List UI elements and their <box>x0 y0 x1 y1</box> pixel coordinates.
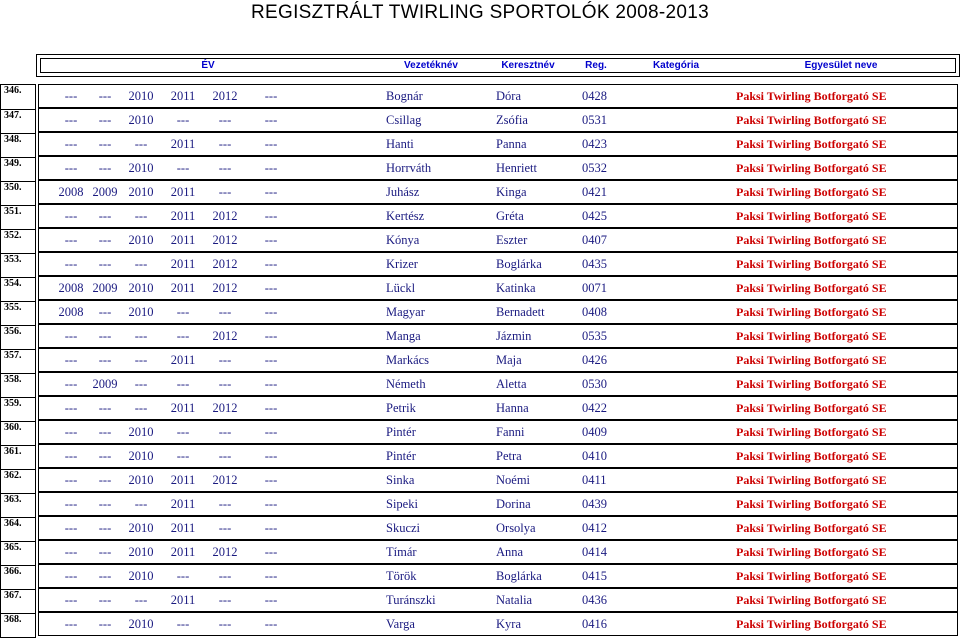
club-name-cell: Paksi Twirling Botforgató SE <box>736 617 887 631</box>
year-cell: --- <box>176 377 190 391</box>
year-cell: --- <box>98 209 112 223</box>
year-cell: --- <box>134 377 148 391</box>
table-row <box>40 566 956 586</box>
first-name-cell: Hanna <box>496 401 529 415</box>
year-cell: --- <box>64 569 78 583</box>
year-cell: --- <box>64 233 78 247</box>
year-cell: 2012 <box>212 473 238 487</box>
year-cell: --- <box>64 473 78 487</box>
table-row <box>40 398 956 418</box>
row-number-column <box>0 84 36 638</box>
last-name-cell: Manga <box>386 329 421 343</box>
reg-number-cell: 0436 <box>582 593 607 607</box>
last-name-cell: Markács <box>386 353 430 367</box>
year-cell: --- <box>264 425 278 439</box>
year-cell: 2010 <box>128 473 154 487</box>
table-row <box>40 446 956 466</box>
year-cell: 2012 <box>212 545 238 559</box>
last-name-cell: Krizer <box>386 257 418 271</box>
last-name-cell: Török <box>386 569 417 583</box>
table-row <box>40 206 956 226</box>
first-name-cell: Boglárka <box>496 569 542 583</box>
year-cell: 2010 <box>128 449 154 463</box>
club-name-cell: Paksi Twirling Botforgató SE <box>736 257 887 271</box>
year-cell: --- <box>64 545 78 559</box>
last-name-cell: Kertész <box>386 209 425 223</box>
row-number: 349. <box>1 157 35 181</box>
year-cell: 2010 <box>128 521 154 535</box>
year-cell: --- <box>218 137 232 151</box>
year-cell: 2010 <box>128 89 154 103</box>
table-row <box>40 110 956 130</box>
year-cell: --- <box>218 593 232 607</box>
year-cell: --- <box>176 569 190 583</box>
club-name-cell: Paksi Twirling Botforgató SE <box>736 497 887 511</box>
year-cell: --- <box>98 545 112 559</box>
year-cell: --- <box>64 329 78 343</box>
reg-number-cell: 0426 <box>582 353 607 367</box>
club-name-cell: Paksi Twirling Botforgató SE <box>736 137 887 151</box>
year-cell: 2010 <box>128 161 154 175</box>
year-cell: --- <box>176 113 190 127</box>
year-cell: --- <box>264 593 278 607</box>
year-cell: --- <box>134 329 148 343</box>
row-number: 360. <box>1 421 35 445</box>
year-cell: 2012 <box>212 89 238 103</box>
year-cell: --- <box>134 353 148 367</box>
club-name-cell: Paksi Twirling Botforgató SE <box>736 233 887 247</box>
row-number: 350. <box>1 181 35 205</box>
reg-number-cell: 0414 <box>582 545 607 559</box>
first-name-cell: Boglárka <box>496 257 542 271</box>
year-cell: --- <box>64 353 78 367</box>
year-cell: --- <box>64 401 78 415</box>
year-cell: --- <box>134 137 148 151</box>
first-name-cell: Maja <box>496 353 522 367</box>
club-name-cell: Paksi Twirling Botforgató SE <box>736 521 887 535</box>
first-name-cell: Kinga <box>496 185 527 199</box>
club-name-cell: Paksi Twirling Botforgató SE <box>736 377 887 391</box>
club-name-cell: Paksi Twirling Botforgató SE <box>736 593 887 607</box>
row-number: 348. <box>1 133 35 157</box>
year-cell: 2012 <box>212 209 238 223</box>
year-cell: --- <box>64 497 78 511</box>
year-cell: --- <box>264 473 278 487</box>
year-cell: --- <box>218 185 232 199</box>
club-name-cell: Paksi Twirling Botforgató SE <box>736 209 887 223</box>
club-name-cell: Paksi Twirling Botforgató SE <box>736 353 887 367</box>
row-number: 351. <box>1 205 35 229</box>
year-cell: --- <box>176 425 190 439</box>
header-kategoria: Kategória <box>652 60 700 71</box>
year-cell: 2012 <box>212 257 238 271</box>
reg-number-cell: 0530 <box>582 377 607 391</box>
row-number: 357. <box>1 349 35 373</box>
year-cell: 2011 <box>170 545 196 559</box>
year-cell: --- <box>176 617 190 631</box>
row-number: 356. <box>1 325 35 349</box>
first-name-cell: Gréta <box>496 209 524 223</box>
year-cell: 2011 <box>170 209 196 223</box>
year-cell: --- <box>264 569 278 583</box>
last-name-cell: Turánszki <box>386 593 436 607</box>
year-cell: --- <box>264 281 278 295</box>
row-number: 355. <box>1 301 35 325</box>
reg-number-cell: 0425 <box>582 209 607 223</box>
year-cell: 2011 <box>170 257 196 271</box>
reg-number-cell: 0532 <box>582 161 607 175</box>
year-cell: --- <box>218 377 232 391</box>
last-name-cell: Petrik <box>386 401 416 415</box>
page-title: REGISZTRÁLT TWIRLING SPORTOLÓK 2008-2013 <box>251 2 709 23</box>
year-cell: --- <box>264 497 278 511</box>
year-cell: --- <box>134 593 148 607</box>
year-cell: --- <box>134 401 148 415</box>
year-cell: --- <box>134 209 148 223</box>
year-cell: --- <box>98 257 112 271</box>
row-number: 354. <box>1 277 35 301</box>
last-name-cell: Pintér <box>386 449 416 463</box>
year-cell: --- <box>264 353 278 367</box>
year-cell: 2008 <box>58 281 84 295</box>
year-cell: 2011 <box>170 521 196 535</box>
year-cell: --- <box>64 593 78 607</box>
last-name-cell: Skuczi <box>386 521 421 535</box>
first-name-cell: Orsolya <box>496 521 536 535</box>
header-egyesulet: Egyesület neve <box>804 60 878 71</box>
year-cell: --- <box>218 425 232 439</box>
year-cell: 2011 <box>170 497 196 511</box>
reg-number-cell: 0435 <box>582 257 607 271</box>
year-cell: --- <box>98 305 112 319</box>
year-cell: 2010 <box>128 281 154 295</box>
table-row <box>40 230 956 250</box>
row-number: 361. <box>1 445 35 469</box>
year-cell: 2011 <box>170 185 196 199</box>
reg-number-cell: 0421 <box>582 185 607 199</box>
table-row <box>40 494 956 514</box>
club-name-cell: Paksi Twirling Botforgató SE <box>736 569 887 583</box>
year-cell: --- <box>218 161 232 175</box>
year-cell: --- <box>98 569 112 583</box>
row-number: 358. <box>1 373 35 397</box>
reg-number-cell: 0428 <box>582 89 607 103</box>
table-row <box>40 374 956 394</box>
year-cell: --- <box>264 89 278 103</box>
year-cell: --- <box>64 161 78 175</box>
year-cell: 2008 <box>58 305 84 319</box>
year-cell: --- <box>64 113 78 127</box>
reg-number-cell: 0411 <box>582 473 607 487</box>
last-name-cell: Juhász <box>386 185 420 199</box>
year-cell: 2011 <box>170 137 196 151</box>
row-number: 364. <box>1 517 35 541</box>
table-row <box>40 542 956 562</box>
year-cell: --- <box>264 113 278 127</box>
first-name-cell: Fanni <box>496 425 525 439</box>
year-cell: --- <box>264 233 278 247</box>
year-cell: --- <box>64 617 78 631</box>
table-row <box>40 182 956 202</box>
row-number: 347. <box>1 109 35 133</box>
club-name-cell: Paksi Twirling Botforgató SE <box>736 161 887 175</box>
club-name-cell: Paksi Twirling Botforgató SE <box>736 329 887 343</box>
year-cell: --- <box>98 497 112 511</box>
year-cell: --- <box>64 137 78 151</box>
reg-number-cell: 0409 <box>582 425 607 439</box>
table-row <box>40 350 956 370</box>
year-cell: --- <box>218 305 232 319</box>
year-cell: --- <box>176 161 190 175</box>
year-cell: 2011 <box>170 593 196 607</box>
last-name-cell: Varga <box>386 617 415 631</box>
year-cell: 2011 <box>170 353 196 367</box>
year-cell: --- <box>264 401 278 415</box>
year-cell: 2012 <box>212 329 238 343</box>
year-cell: --- <box>98 401 112 415</box>
year-cell: --- <box>264 329 278 343</box>
table-row <box>40 134 956 154</box>
year-cell: --- <box>98 473 112 487</box>
year-cell: --- <box>176 305 190 319</box>
year-cell: --- <box>264 257 278 271</box>
year-cell: --- <box>218 113 232 127</box>
last-name-cell: Tímár <box>386 545 417 559</box>
reg-number-cell: 0407 <box>582 233 607 247</box>
reg-number-cell: 0531 <box>582 113 607 127</box>
year-cell: --- <box>64 425 78 439</box>
table-row <box>40 158 956 178</box>
year-cell: --- <box>218 521 232 535</box>
last-name-cell: Németh <box>386 377 426 391</box>
year-cell: --- <box>264 521 278 535</box>
first-name-cell: Dorina <box>496 497 531 511</box>
reg-number-cell: 0412 <box>582 521 607 535</box>
last-name-cell: Csillag <box>386 113 422 127</box>
year-cell: 2011 <box>170 281 196 295</box>
last-name-cell: Horrváth <box>386 161 432 175</box>
year-cell: --- <box>264 137 278 151</box>
table-row <box>40 470 956 490</box>
year-cell: 2010 <box>128 185 154 199</box>
year-cell: --- <box>134 257 148 271</box>
row-number: 365. <box>1 541 35 565</box>
table-row <box>40 302 956 322</box>
year-cell: --- <box>98 161 112 175</box>
last-name-cell: Sinka <box>386 473 415 487</box>
year-cell: --- <box>98 353 112 367</box>
year-cell: 2012 <box>212 281 238 295</box>
year-cell: 2011 <box>170 401 196 415</box>
row-number: 346. <box>4 85 22 96</box>
year-cell: --- <box>98 233 112 247</box>
year-cell: 2012 <box>212 233 238 247</box>
year-cell: --- <box>218 569 232 583</box>
year-cell: --- <box>218 497 232 511</box>
last-name-cell: Pintér <box>386 425 416 439</box>
year-cell: 2012 <box>212 401 238 415</box>
year-cell: --- <box>98 617 112 631</box>
reg-number-cell: 0422 <box>582 401 607 415</box>
last-name-cell: Magyar <box>386 305 425 319</box>
year-cell: --- <box>176 329 190 343</box>
table-row <box>40 278 956 298</box>
year-cell: --- <box>98 329 112 343</box>
year-cell: 2010 <box>128 545 154 559</box>
reg-number-cell: 0408 <box>582 305 607 319</box>
last-name-cell: Sipeki <box>386 497 418 511</box>
year-cell: --- <box>218 353 232 367</box>
year-cell: --- <box>98 113 112 127</box>
row-number: 353. <box>1 253 35 277</box>
year-cell: 2009 <box>92 185 118 199</box>
first-name-cell: Anna <box>496 545 524 559</box>
reg-number-cell: 0415 <box>582 569 607 583</box>
table-row <box>40 326 956 346</box>
year-cell: --- <box>264 449 278 463</box>
year-cell: --- <box>134 497 148 511</box>
row-number: 359. <box>1 397 35 421</box>
last-name-cell: Bognár <box>386 89 423 103</box>
row-number: 367. <box>1 589 35 613</box>
reg-number-cell: 0423 <box>582 137 607 151</box>
year-cell: --- <box>264 617 278 631</box>
year-cell: --- <box>264 545 278 559</box>
club-name-cell: Paksi Twirling Botforgató SE <box>736 89 887 103</box>
header-ev: ÉV <box>201 60 215 71</box>
year-cell: --- <box>98 137 112 151</box>
reg-number-cell: 0416 <box>582 617 607 631</box>
reg-number-cell: 0535 <box>582 329 607 343</box>
first-name-cell: Kyra <box>496 617 521 631</box>
year-cell: --- <box>264 305 278 319</box>
club-name-cell: Paksi Twirling Botforgató SE <box>736 305 887 319</box>
row-number: 368. <box>1 613 35 637</box>
year-cell: 2011 <box>170 473 196 487</box>
club-name-cell: Paksi Twirling Botforgató SE <box>736 113 887 127</box>
year-cell: 2010 <box>128 233 154 247</box>
reg-number-cell: 0410 <box>582 449 607 463</box>
table-row <box>40 518 956 538</box>
header-keresztnev: Keresztnév <box>501 60 555 71</box>
year-cell: --- <box>218 449 232 463</box>
year-cell: --- <box>98 521 112 535</box>
year-cell: --- <box>98 89 112 103</box>
reg-number-cell: 0071 <box>582 281 607 295</box>
club-name-cell: Paksi Twirling Botforgató SE <box>736 473 887 487</box>
header-vezeteknev: Vezetéknév <box>404 60 458 71</box>
first-name-cell: Dóra <box>496 89 521 103</box>
year-cell: --- <box>264 377 278 391</box>
first-name-cell: Henriett <box>496 161 537 175</box>
year-cell: 2010 <box>128 425 154 439</box>
year-cell: 2010 <box>128 305 154 319</box>
first-name-cell: Noémi <box>496 473 531 487</box>
year-cell: 2010 <box>128 113 154 127</box>
first-name-cell: Panna <box>496 137 527 151</box>
first-name-cell: Zsófia <box>496 113 528 127</box>
row-number: 363. <box>1 493 35 517</box>
club-name-cell: Paksi Twirling Botforgató SE <box>736 545 887 559</box>
first-name-cell: Bernadett <box>496 305 545 319</box>
table-row <box>40 590 956 610</box>
table-row <box>40 254 956 274</box>
year-cell: --- <box>64 521 78 535</box>
year-cell: --- <box>218 617 232 631</box>
last-name-cell: Hanti <box>386 137 414 151</box>
table-row <box>40 86 956 106</box>
club-name-cell: Paksi Twirling Botforgató SE <box>736 425 887 439</box>
year-cell: 2009 <box>92 281 118 295</box>
reg-number-cell: 0439 <box>582 497 607 511</box>
year-cell: --- <box>264 209 278 223</box>
year-cell: --- <box>64 449 78 463</box>
club-name-cell: Paksi Twirling Botforgató SE <box>736 449 887 463</box>
last-name-cell: Kónya <box>386 233 420 247</box>
row-number: 352. <box>1 229 35 253</box>
club-name-cell: Paksi Twirling Botforgató SE <box>736 401 887 415</box>
club-name-cell: Paksi Twirling Botforgató SE <box>736 281 887 295</box>
row-number: 362. <box>1 469 35 493</box>
year-cell: --- <box>64 89 78 103</box>
first-name-cell: Jázmin <box>496 329 532 343</box>
year-cell: 2011 <box>170 89 196 103</box>
year-cell: --- <box>176 449 190 463</box>
year-cell: 2010 <box>128 569 154 583</box>
year-cell: 2010 <box>128 617 154 631</box>
header-reg: Reg. <box>585 60 607 71</box>
year-cell: 2011 <box>170 233 196 247</box>
first-name-cell: Aletta <box>496 377 527 391</box>
year-cell: --- <box>64 257 78 271</box>
first-name-cell: Katinka <box>496 281 536 295</box>
year-cell: 2009 <box>92 377 118 391</box>
year-cell: --- <box>264 161 278 175</box>
first-name-cell: Petra <box>496 449 522 463</box>
table-row <box>40 614 956 634</box>
year-cell: --- <box>98 593 112 607</box>
year-cell: --- <box>64 377 78 391</box>
year-cell: 2008 <box>58 185 84 199</box>
row-number: 366. <box>1 565 35 589</box>
year-cell: --- <box>98 449 112 463</box>
last-name-cell: Lückl <box>386 281 416 295</box>
table-row <box>40 422 956 442</box>
first-name-cell: Natalia <box>496 593 533 607</box>
year-cell: --- <box>98 425 112 439</box>
first-name-cell: Eszter <box>496 233 528 247</box>
year-cell: --- <box>64 209 78 223</box>
club-name-cell: Paksi Twirling Botforgató SE <box>736 185 887 199</box>
year-cell: --- <box>264 185 278 199</box>
